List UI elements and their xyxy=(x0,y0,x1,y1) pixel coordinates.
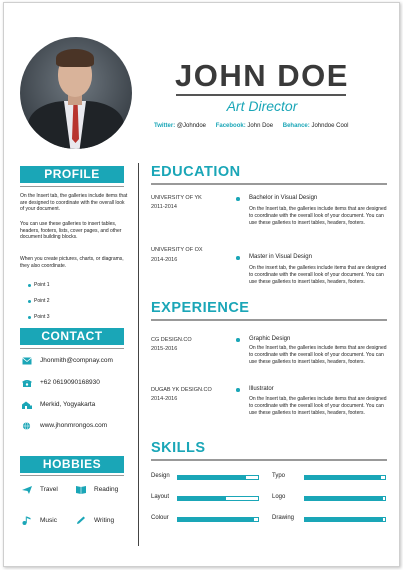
facebook-handle[interactable]: John Doe xyxy=(247,123,274,129)
experience-company: DUGAB YK DESIGN.CO xyxy=(151,387,212,393)
experience-company: CG DESIGN.CO xyxy=(151,337,192,343)
email-icon xyxy=(22,357,32,365)
plane-icon xyxy=(22,485,32,494)
profile-photo xyxy=(20,37,132,149)
bullet-dot xyxy=(236,388,240,392)
skill-bar-fill xyxy=(305,518,383,521)
behance-handle[interactable]: Johndoe Cool xyxy=(311,123,349,129)
book-icon xyxy=(76,485,86,494)
education-degree: Master in Visual Design xyxy=(249,254,312,260)
profile-heading: PROFILE xyxy=(20,166,124,183)
contact-rule xyxy=(20,348,124,349)
skill-bar-fill xyxy=(305,497,383,500)
pencil-icon xyxy=(76,516,86,525)
education-heading: EDUCATION xyxy=(151,164,241,180)
contact-website[interactable] xyxy=(22,421,134,431)
contact-location-text: Merkid, Yogyakarta xyxy=(40,401,96,408)
contact-phone[interactable] xyxy=(22,378,134,388)
twitter-label: Twitter: xyxy=(154,123,176,129)
skill-bar-logo xyxy=(304,496,386,501)
twitter-handle[interactable]: @Johndoe xyxy=(176,123,207,129)
behance-label: Behance: xyxy=(282,123,310,129)
contact-website-text: www.jhonmrongos.com xyxy=(40,422,108,429)
skill-bar-colour xyxy=(177,517,259,522)
location-icon xyxy=(22,401,32,409)
candidate-role: Art Director xyxy=(226,98,298,114)
contact-email[interactable] xyxy=(22,356,134,366)
candidate-name: JOHN DOE xyxy=(175,58,349,93)
column-divider xyxy=(138,163,139,546)
skill-bar-drawing xyxy=(304,517,386,522)
contact-phone-text: +62 0619090168930 xyxy=(40,379,100,386)
skill-bar-fill xyxy=(178,497,226,500)
skill-label: Colour xyxy=(151,515,169,521)
experience-rule xyxy=(151,319,387,321)
experience-heading: EXPERIENCE xyxy=(151,300,250,316)
skill-label: Layout xyxy=(151,494,170,500)
education-rule xyxy=(151,183,387,185)
education-years: 2011-2014 xyxy=(151,204,177,210)
music-note-icon xyxy=(22,516,32,525)
bullet-dot xyxy=(236,197,240,201)
hobby-label: Music xyxy=(40,517,57,525)
resume-page xyxy=(3,2,400,567)
bullet-dot xyxy=(236,338,240,342)
skill-bar-fill xyxy=(178,518,254,521)
education-description: On the Insert tab, the galleries include items that are designed to coordinate with the overall look of your document. You can use these galleries to insert tables, headers, footers. xyxy=(249,206,387,226)
hobbies-rule xyxy=(20,475,124,476)
experience-description: On the Insert tab, the galleries include items that are designed to coordinate with the overall look of your document. You can use these galleries to insert tables, headers, footers. xyxy=(249,396,387,416)
hobby-reading xyxy=(76,485,118,494)
education-years: 2014-2016 xyxy=(151,257,178,263)
hobby-label: Travel xyxy=(40,486,58,494)
education-description: On the insert tab, the galleries include items that are designed to coordinate with the overall look of your document. You can use these galleries to insert tables, headers, footers. xyxy=(249,265,387,285)
hobby-label: Writing xyxy=(94,517,115,525)
skill-bar-fill xyxy=(178,476,246,479)
skills-heading: SKILLS xyxy=(151,440,206,456)
contact-location[interactable] xyxy=(22,400,134,410)
hobby-travel xyxy=(22,485,58,494)
education-institution: UNIVERSITY OF YK xyxy=(151,195,202,201)
skill-label: Logo xyxy=(272,494,286,500)
profile-point: Point 3 xyxy=(34,314,50,320)
hobby-label: Reading xyxy=(94,486,119,494)
skill-bar-typo xyxy=(304,475,386,480)
profile-rule xyxy=(20,186,124,187)
experience-years: 2015-2016 xyxy=(151,346,178,352)
profile-paragraph: You can use these galleries to insert tables, headers, footers, lists, cover pages, and other document building blocks. xyxy=(20,221,122,240)
facebook-label: Facebook: xyxy=(215,123,246,129)
education-institution: UNIVERSITY OF OX xyxy=(151,247,203,253)
experience-years: 2014-2016 xyxy=(151,396,178,402)
profile-paragraph: When you create pictures, charts, or diagrams, they also coordinate. xyxy=(20,256,124,269)
profile-point: Point 2 xyxy=(34,298,50,304)
phone-icon xyxy=(22,379,32,387)
experience-description: On the Insert tab, the galleries include items that are designed to coordinate with the overall look of your document. You can use these galleries to insert tables, headers, footers. xyxy=(249,345,387,365)
profile-paragraph: On the Insert tab, the galleries include items that are designed to coordinate with the overall look of your document. xyxy=(20,193,128,212)
contact-heading: CONTACT xyxy=(20,328,124,345)
hobbies-heading: HOBBIES xyxy=(20,456,124,473)
hobby-music xyxy=(22,516,57,525)
contact-email-text: Jhonmith@compnay.com xyxy=(40,357,113,364)
experience-position: Illustrator xyxy=(249,386,274,392)
profile-point: Point 1 xyxy=(34,282,50,288)
hobby-writing xyxy=(76,516,114,525)
skills-rule xyxy=(151,459,387,461)
social-links xyxy=(154,123,394,129)
bullet-dot xyxy=(236,256,240,260)
skill-bar-layout xyxy=(177,496,259,501)
experience-position: Graphic Design xyxy=(249,336,291,342)
name-underline xyxy=(176,94,346,96)
education-degree: Bachelor in Visual Design xyxy=(249,195,318,201)
skill-label: Design xyxy=(151,473,170,479)
skill-bar-design xyxy=(177,475,259,480)
globe-icon xyxy=(22,422,32,430)
skill-label: Typo xyxy=(272,473,286,479)
skill-bar-fill xyxy=(305,476,381,479)
skill-label: Drawing xyxy=(272,515,295,521)
